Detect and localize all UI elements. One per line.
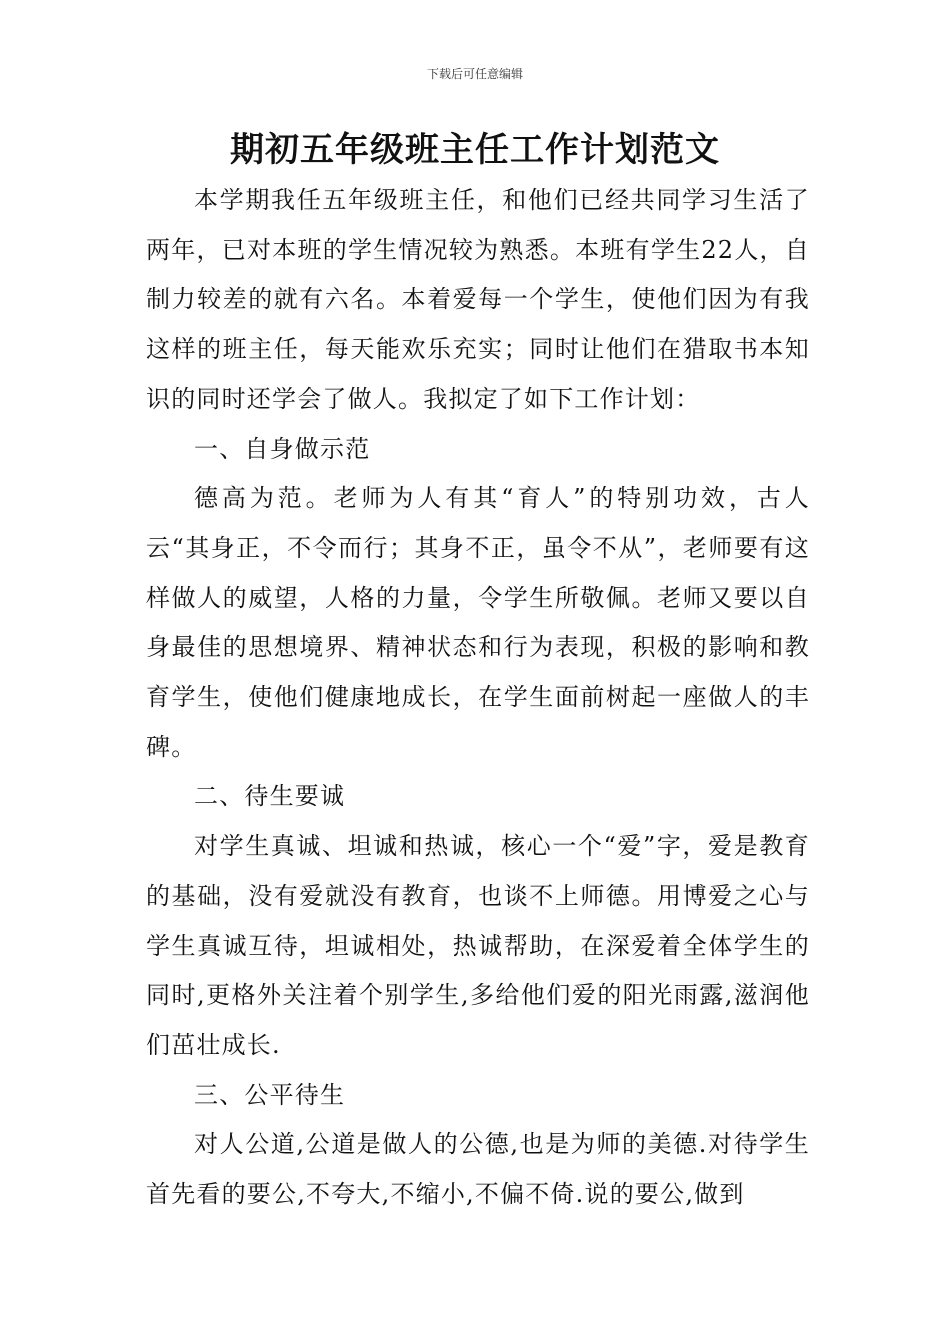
paragraph-section-1: 德高为范。老师为人有其“育人”的特别功效，古人云“其身正，不令而行；其身不正，虽令不从”，老师要有这样做人的威望，人格的力量，令学生所敬佩。老师又要以自身最佳的思想境界、精神状态和行为表现，积极的影响和教育学生，使他们健康地成长，在学生面前树起一座做人的丰碑。 [146,484,810,761]
header-note: 下载后可任意编辑 [426,67,523,81]
section-heading-2: 二、待生要诚 [194,782,346,811]
paragraph-section-3: 对人公道,公道是做人的公德,也是为师的美德.对待学生首先看的要公,不夸大,不缩小,不偏不倚.说的要公,做到 [146,1130,810,1209]
section-heading-3: 三、公平待生 [194,1080,346,1109]
paragraph-intro: 本学期我任五年级班主任，和他们已经共同学习生活了两年，已对本班的学生情况较为熟悉。本班有学生22人，自制力较差的就有六名。本着爱每一个学生，使他们因为有我这样的班主任，每天能欢乐充实；同时让他们在猎取书本知识的同时还学会了做人。我拟定了如下工作计划： [146,186,810,413]
document-title: 期初五年级班主任工作计划范文 [230,130,720,170]
paragraph-section-2: 对学生真诚、坦诚和热诚，核心一个“爱”字，爱是教育的基础，没有爱就没有教育，也谈不上师德。用博爱之心与学生真诚互待，坦诚相处，热诚帮助，在深爱着全体学生的同时,更格外关注着个别学生,多给他们爱的阳光雨露,滋润他们茁壮成长. [146,832,810,1059]
document-body [146,176,810,1220]
section-heading-1: 一、自身做示范 [194,434,371,463]
